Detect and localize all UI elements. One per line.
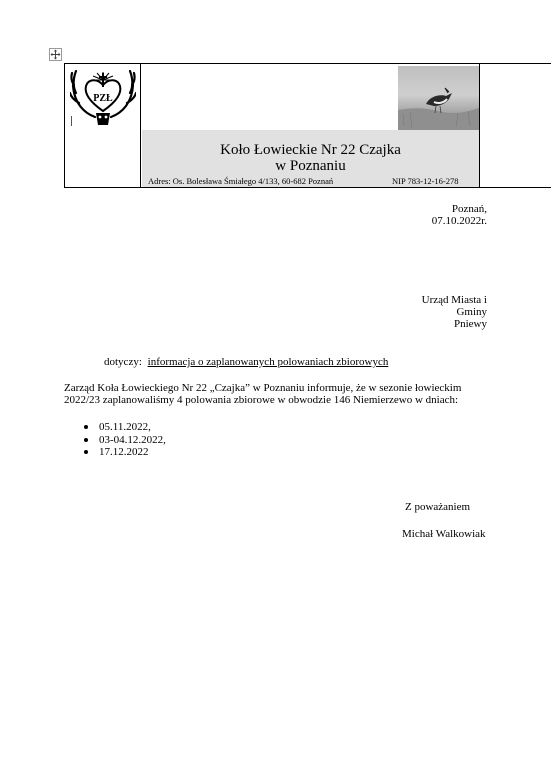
- date: 07.10.2022r.: [431, 215, 487, 227]
- recipient-line: Pniewy: [454, 318, 487, 330]
- list-item: 03-04.12.2022,: [82, 434, 166, 447]
- club-name-line-1: Koło Łowieckie Nr 22 Czajka: [220, 142, 401, 158]
- text-cursor: [71, 116, 72, 126]
- list-item: 05.11.2022,: [82, 421, 166, 434]
- recipient-line: Gminy: [456, 306, 487, 318]
- subject-label: dotyczy:: [104, 356, 142, 368]
- club-name: [142, 142, 479, 174]
- move-arrows-icon: [50, 49, 61, 60]
- place-and-date: [432, 203, 487, 227]
- table-move-handle[interactable]: [49, 48, 62, 61]
- club-nip: NIP 783-12-16-278: [392, 176, 459, 186]
- club-info-band: [142, 130, 479, 187]
- recipient-line: Urząd Miasta i: [421, 294, 487, 306]
- list-item: 17.12.2022: [82, 446, 166, 459]
- pzl-emblem-logo: [70, 67, 136, 127]
- logo-cell: [65, 64, 140, 187]
- hunt-dates-list: [82, 421, 166, 459]
- closing-greeting: Z poważaniem: [405, 501, 471, 513]
- lapwing-photo: [398, 66, 479, 130]
- club-name-line-2: w Poznaniu: [275, 158, 346, 174]
- lapwing-bird-image: [398, 66, 479, 130]
- letterhead-table: [64, 63, 551, 188]
- body-paragraph: Zarząd Koła Łowieckiego Nr 22 „Czajka” w Poznaniu informuje, że w sezonie łowieckim 2022/23 zaplanowaliśmy 4 polowania zbiorowe w obwodzie 146 Niemierzewo w dniach:: [64, 382, 462, 406]
- recipient-address: [422, 294, 487, 330]
- subject-line: [104, 356, 388, 368]
- signature-name: Michał Walkowiak: [402, 528, 486, 540]
- subject-text: informacja o zaplanowanych polowaniach zbiorowych: [147, 356, 389, 368]
- table-column-divider: [479, 64, 480, 187]
- svg-text:PZŁ: PZŁ: [93, 93, 113, 104]
- club-address: Adres: Os. Bolesława Śmiałego 4/133, 60-682 Poznań: [148, 176, 334, 186]
- table-column-divider: [140, 64, 141, 187]
- place: Poznań,: [451, 203, 487, 215]
